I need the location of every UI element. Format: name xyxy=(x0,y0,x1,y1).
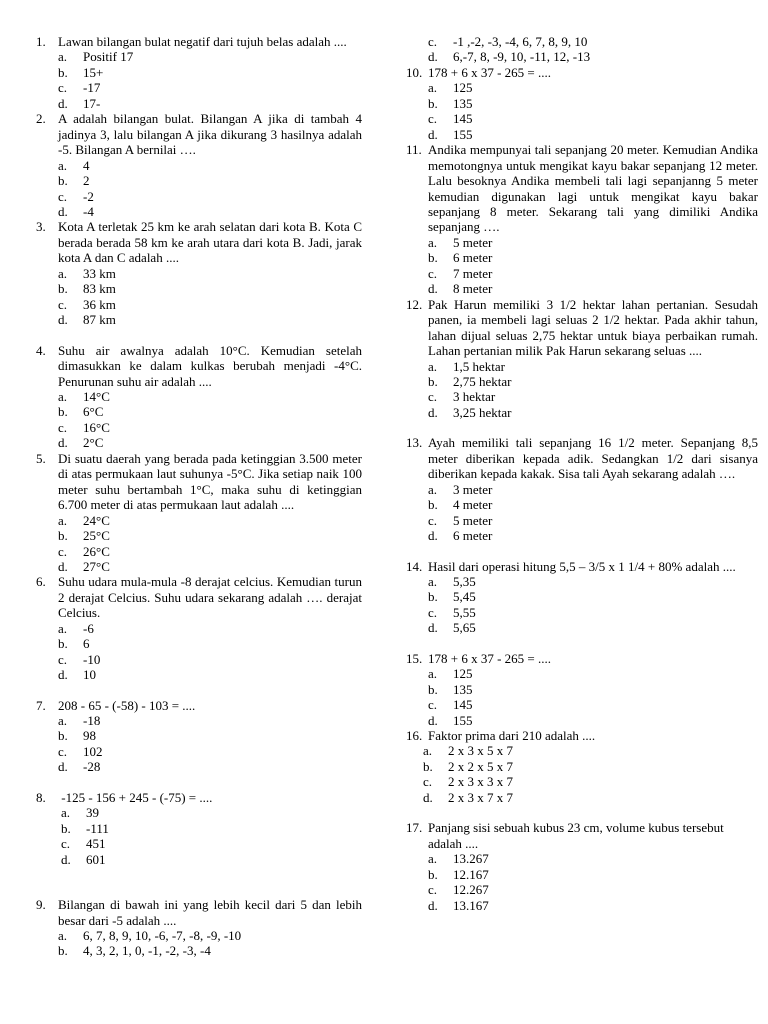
answer-option xyxy=(428,851,758,866)
answer-options xyxy=(58,513,362,575)
question-13 xyxy=(406,435,758,543)
answer-option xyxy=(58,928,362,943)
answer-option xyxy=(58,636,362,651)
question-number: 5. xyxy=(36,450,46,466)
answer-option xyxy=(58,559,362,574)
answer-option xyxy=(428,482,758,497)
answer-option xyxy=(58,943,362,958)
option-letter: b. xyxy=(58,636,68,652)
question-text: Pak Harun memiliki 3 1/2 hektar lahan pertanian. Sesudah panen, ia membeli lagi seluas 2 1/2 hektar. Pada akhir tahun, lahan dijual seluas 2,75 hektar untuk biaya perbaikan rumah. Lahan pertanian milik Pak Harun sekarang seluas .... xyxy=(428,296,758,359)
answer-option xyxy=(423,743,758,758)
answer-option xyxy=(428,574,758,589)
option-letter: c. xyxy=(58,651,68,667)
option-letter: b. xyxy=(58,281,68,297)
question-number: 14. xyxy=(406,558,423,574)
option-letter: a. xyxy=(58,928,68,944)
blank-line xyxy=(406,805,758,820)
answer-option xyxy=(58,667,362,682)
question-12 xyxy=(406,297,758,421)
blank-line xyxy=(36,328,362,343)
question-4 xyxy=(36,343,362,451)
option-letter: b. xyxy=(61,820,71,836)
question-text: Ayah memiliki tali sepanjang 16 1/2 meter. Sepanjang 8,5 meter diberikan kepada adik. Sedangkan 1/2 dari sisanya diberikan kepada kakak. Sisa tali Ayah sekarang adalah …. xyxy=(428,435,758,482)
option-letter: d. xyxy=(428,404,438,420)
answer-option xyxy=(428,235,758,250)
option-letter: a. xyxy=(58,157,68,173)
option-text: 15+ xyxy=(83,64,104,80)
option-text: 5 meter xyxy=(453,234,493,250)
option-text: -2 xyxy=(83,188,94,204)
option-letter: b. xyxy=(428,95,438,111)
option-letter: a. xyxy=(428,358,438,374)
option-text: 36 km xyxy=(83,296,116,312)
option-text: 87 km xyxy=(83,312,116,328)
answer-options xyxy=(423,743,758,805)
option-text: 33 km xyxy=(83,265,116,281)
option-text: 14°C xyxy=(83,388,110,404)
option-letter: a. xyxy=(428,573,438,589)
question-1 xyxy=(36,34,362,111)
option-letter: d. xyxy=(58,312,68,328)
option-text: 451 xyxy=(86,836,106,852)
answer-option xyxy=(428,111,758,126)
answer-option xyxy=(58,652,362,667)
question-number: 8. xyxy=(36,789,46,805)
answer-option xyxy=(58,189,362,204)
answer-option xyxy=(428,589,758,604)
option-letter: b. xyxy=(428,681,438,697)
option-letter: a. xyxy=(428,481,438,497)
option-letter: d. xyxy=(58,558,68,574)
answer-option xyxy=(428,497,758,512)
answer-option xyxy=(58,173,362,188)
answer-option xyxy=(58,744,362,759)
option-text: 4, 3, 2, 1, 0, -1, -2, -3, -4 xyxy=(83,943,211,959)
option-text: 2 x 3 x 5 x 7 xyxy=(448,743,513,759)
option-letter: b. xyxy=(428,866,438,882)
answer-option xyxy=(428,713,758,728)
answer-option xyxy=(428,697,758,712)
answer-option xyxy=(428,266,758,281)
option-letter: c. xyxy=(61,836,71,852)
answer-option xyxy=(58,713,362,728)
answer-options xyxy=(428,482,758,544)
answer-option xyxy=(428,359,758,374)
question-text: 178 + 6 x 37 - 265 = .... xyxy=(428,64,551,80)
option-text: 7 meter xyxy=(453,265,493,281)
question-text: Bilangan di bawah ini yang lebih kecil dari 5 dan lebih besar dari -5 adalah .... xyxy=(58,897,362,928)
option-text: 125 xyxy=(453,666,473,682)
option-text: 17- xyxy=(83,95,101,111)
option-letter: a. xyxy=(58,512,68,528)
option-text: 4 xyxy=(83,157,90,173)
option-text: 5,55 xyxy=(453,604,476,620)
answer-option xyxy=(58,204,362,219)
answer-option xyxy=(428,682,758,697)
option-letter: c. xyxy=(428,265,438,281)
option-text: 2 x 3 x 7 x 7 xyxy=(448,789,513,805)
question-15 xyxy=(406,651,758,728)
answer-option xyxy=(423,759,758,774)
answer-option xyxy=(428,389,758,404)
question-14 xyxy=(406,559,758,636)
question-9-continued-options xyxy=(406,34,758,65)
answer-option xyxy=(58,420,362,435)
option-letter: a. xyxy=(58,388,68,404)
option-letter: a. xyxy=(58,265,68,281)
question-3 xyxy=(36,219,362,327)
option-letter: c. xyxy=(428,512,438,528)
option-text: 155 xyxy=(453,712,473,728)
option-letter: b. xyxy=(428,373,438,389)
answer-option xyxy=(428,666,758,681)
answer-option xyxy=(428,513,758,528)
answer-option xyxy=(58,49,362,64)
answer-option xyxy=(58,544,362,559)
question-2 xyxy=(36,111,362,219)
answer-options xyxy=(428,359,758,421)
option-text: 2 x 2 x 5 x 7 xyxy=(448,758,513,774)
question-17 xyxy=(406,820,758,913)
option-text: -18 xyxy=(83,713,101,729)
option-text: 5,45 xyxy=(453,589,476,605)
answer-option xyxy=(58,80,362,95)
option-letter: c. xyxy=(423,774,433,790)
option-letter: d. xyxy=(58,667,68,683)
question-text: A adalah bilangan bulat. Bilangan A jika di tambah 4 jadinya 3, lalu bilangan A jika dikurang 3 hasilnya adalah -5. Bilangan A bernilai …. xyxy=(58,111,362,158)
option-text: 12.267 xyxy=(453,882,489,898)
question-number: 11. xyxy=(406,142,422,158)
option-text: 155 xyxy=(453,126,473,142)
option-text: 13.167 xyxy=(453,897,489,913)
question-text: Faktor prima dari 210 adalah .... xyxy=(428,728,596,744)
blank-line xyxy=(36,683,362,698)
option-text: 102 xyxy=(83,743,103,759)
option-letter: c. xyxy=(428,882,438,898)
option-text: 6 xyxy=(83,636,90,652)
option-letter: d. xyxy=(428,126,438,142)
answer-option xyxy=(428,80,758,95)
blank-line xyxy=(36,882,362,897)
option-text: 5,35 xyxy=(453,573,476,589)
option-text: -4 xyxy=(83,203,94,219)
option-letter: a. xyxy=(58,713,68,729)
answer-option xyxy=(58,728,362,743)
option-text: 2 xyxy=(83,173,90,189)
option-text: 3,25 hektar xyxy=(453,404,512,420)
option-text: 135 xyxy=(453,681,473,697)
answer-option xyxy=(58,158,362,173)
option-text: 2,75 hektar xyxy=(453,373,512,389)
option-letter: a. xyxy=(58,49,68,65)
question-5 xyxy=(36,451,362,575)
option-text: 5 meter xyxy=(453,512,493,528)
option-letter: a. xyxy=(61,805,71,821)
option-text: 6,-7, 8, -9, 10, -11, 12, -13 xyxy=(453,49,591,65)
option-letter: c. xyxy=(58,419,68,435)
question-8 xyxy=(36,790,362,867)
option-text: 601 xyxy=(86,851,106,867)
answer-option xyxy=(58,96,362,111)
answer-options xyxy=(58,389,362,451)
question-text: Hasil dari operasi hitung 5,5 – 3/5 x 1 1/4 + 80% adalah .... xyxy=(428,558,736,574)
left-column xyxy=(36,34,362,959)
answer-option xyxy=(428,281,758,296)
answer-options xyxy=(58,713,362,775)
question-9 xyxy=(36,897,362,959)
answer-option xyxy=(58,312,362,327)
option-letter: a. xyxy=(428,80,438,96)
option-letter: c. xyxy=(428,34,438,49)
option-text: -28 xyxy=(83,759,101,775)
option-letter: b. xyxy=(58,173,68,189)
answer-option xyxy=(428,127,758,142)
option-text: 10 xyxy=(83,667,96,683)
answer-option xyxy=(423,790,758,805)
answer-option xyxy=(61,836,362,851)
answer-option xyxy=(428,49,758,64)
option-text: 39 xyxy=(86,805,99,821)
option-letter: b. xyxy=(428,250,438,266)
question-text: Panjang sisi sebuah kubus 23 cm, volume kubus tersebut adalah .... xyxy=(428,820,724,851)
option-letter: c. xyxy=(58,296,68,312)
option-text: 2°C xyxy=(83,435,104,451)
answer-option xyxy=(61,852,362,867)
blank-line xyxy=(406,420,758,435)
option-letter: b. xyxy=(58,943,68,959)
option-text: 2 x 3 x 3 x 7 xyxy=(448,774,513,790)
question-number: 17. xyxy=(406,820,423,836)
question-7 xyxy=(36,698,362,775)
option-letter: d. xyxy=(423,789,433,805)
answer-option xyxy=(58,404,362,419)
option-letter: c. xyxy=(428,389,438,405)
answer-options xyxy=(428,851,758,913)
answer-options xyxy=(61,805,362,867)
option-letter: a. xyxy=(428,666,438,682)
option-letter: a. xyxy=(428,851,438,867)
option-letter: a. xyxy=(58,620,68,636)
answer-option xyxy=(61,821,362,836)
question-number: 3. xyxy=(36,219,46,235)
question-text: Andika mempunyai tali sepanjang 20 meter. Kemudian Andika memotongnya untuk mengikat kayu bakar sepanjang 12 meter. Lalu besoknya Andika membeli tali lagi sepanjanng 5 meter kemudian digunakan lagi untuk mengikat kayu bakar sepanjang 8 meter. Sekarang tali yang dimiliki Andika sepanjang …. xyxy=(428,142,758,235)
question-text: Kota A terletak 25 km ke arah selatan dari kota B. Kota C berada berada 58 km ke arah utara dari kota B. Jadi, jarak kota A dan C adalah .... xyxy=(58,219,362,266)
option-text: 6, 7, 8, 9, 10, -6, -7, -8, -9, -10 xyxy=(83,928,242,944)
answer-option xyxy=(428,250,758,265)
question-6 xyxy=(36,574,362,682)
option-letter: d. xyxy=(428,712,438,728)
option-letter: d. xyxy=(58,759,68,775)
question-number: 2. xyxy=(36,111,46,127)
option-letter: b. xyxy=(58,528,68,544)
option-letter: d. xyxy=(58,95,68,111)
answer-option xyxy=(58,65,362,80)
option-letter: a. xyxy=(428,234,438,250)
question-10 xyxy=(406,65,758,142)
option-text: 98 xyxy=(83,728,96,744)
answer-option xyxy=(428,374,758,389)
option-text: -10 xyxy=(83,651,101,667)
option-text: 16°C xyxy=(83,419,110,435)
option-text: 6°C xyxy=(83,404,104,420)
option-text: 12.167 xyxy=(453,866,489,882)
answer-option xyxy=(58,759,362,774)
question-text: 208 - 65 - (-58) - 103 = .... xyxy=(58,697,196,713)
option-letter: c. xyxy=(428,111,438,127)
option-letter: c. xyxy=(428,697,438,713)
question-text: -125 - 156 + 245 - (-75) = .... xyxy=(58,789,213,805)
option-letter: c. xyxy=(58,743,68,759)
answer-option xyxy=(428,405,758,420)
option-letter: d. xyxy=(61,851,71,867)
option-letter: c. xyxy=(58,188,68,204)
option-letter: d. xyxy=(428,281,438,297)
question-number: 1. xyxy=(36,34,46,49)
option-text: Positif 17 xyxy=(83,49,134,65)
answer-options xyxy=(58,621,362,683)
option-text: 13.267 xyxy=(453,851,489,867)
option-letter: d. xyxy=(428,528,438,544)
option-letter: b. xyxy=(428,497,438,513)
question-number: 15. xyxy=(406,650,423,666)
answer-options xyxy=(428,80,758,142)
option-text: 3 hektar xyxy=(453,389,496,405)
option-text: 1,5 hektar xyxy=(453,358,505,374)
option-text: 125 xyxy=(453,80,473,96)
option-text: 8 meter xyxy=(453,281,493,297)
answer-option xyxy=(58,513,362,528)
answer-option xyxy=(58,435,362,450)
answer-option xyxy=(428,898,758,913)
question-16 xyxy=(406,728,758,805)
option-text: 5,65 xyxy=(453,620,476,636)
option-letter: b. xyxy=(428,589,438,605)
option-letter: b. xyxy=(58,728,68,744)
question-text: Suhu air awalnya adalah 10°C. Kemudian setelah dimasukkan ke dalam kulkas berubah menjadi -4°C. Penurunan suhu air adalah .... xyxy=(58,342,362,389)
answer-options xyxy=(58,266,362,328)
answer-options xyxy=(58,158,362,220)
answer-option xyxy=(58,528,362,543)
question-text: 178 + 6 x 37 - 265 = .... xyxy=(428,650,551,666)
option-text: -111 xyxy=(86,820,109,836)
option-letter: d. xyxy=(428,897,438,913)
answer-options xyxy=(58,49,362,111)
option-letter: b. xyxy=(58,64,68,80)
option-letter: c. xyxy=(58,80,68,96)
answer-option xyxy=(428,605,758,620)
answer-option xyxy=(428,96,758,111)
right-column xyxy=(406,34,758,913)
option-letter: c. xyxy=(58,543,68,559)
option-text: 24°C xyxy=(83,512,110,528)
option-text: 27°C xyxy=(83,558,110,574)
question-number: 6. xyxy=(36,574,46,590)
answer-option xyxy=(58,281,362,296)
blank-line xyxy=(36,867,362,882)
question-11 xyxy=(406,142,758,297)
question-text: Di suatu daerah yang berada pada ketinggian 3.500 meter di atas permukaan laut suhunya -5°C. Jika setiap naik 100 meter suhu bertambah 1°C, maka suhu di ketinggian 6.700 meter di atas permukaan laut adalah .... xyxy=(58,450,362,513)
option-text: 145 xyxy=(453,111,473,127)
question-number: 7. xyxy=(36,697,46,713)
option-letter: c. xyxy=(428,604,438,620)
answer-option xyxy=(58,389,362,404)
blank-line xyxy=(36,775,362,790)
question-number: 12. xyxy=(406,296,423,312)
answer-option xyxy=(428,34,758,49)
answer-option xyxy=(428,867,758,882)
answer-option xyxy=(61,805,362,820)
option-text: -17 xyxy=(83,80,101,96)
option-text: -6 xyxy=(83,620,94,636)
question-number: 16. xyxy=(406,728,423,744)
answer-options xyxy=(428,666,758,728)
question-text: Lawan bilangan bulat negatif dari tujuh belas adalah .... xyxy=(58,34,347,49)
question-number: 10. xyxy=(406,64,423,80)
option-letter: b. xyxy=(423,758,433,774)
question-number: 9. xyxy=(36,897,46,913)
option-text: 6 meter xyxy=(453,250,493,266)
option-text: 135 xyxy=(453,95,473,111)
option-text: 6 meter xyxy=(453,528,493,544)
option-letter: d. xyxy=(58,435,68,451)
option-text: 145 xyxy=(453,697,473,713)
answer-option xyxy=(428,620,758,635)
answer-option xyxy=(423,774,758,789)
blank-line xyxy=(406,544,758,559)
question-number: 13. xyxy=(406,435,423,451)
option-text: 3 meter xyxy=(453,481,493,497)
option-letter: d. xyxy=(428,620,438,636)
question-text: Suhu udara mula-mula -8 derajat celcius. Kemudian turun 2 derajat Celcius. Suhu udara sekarang adalah …. derajat Celcius. xyxy=(58,574,362,621)
answer-option xyxy=(58,266,362,281)
option-text: 25°C xyxy=(83,528,110,544)
option-letter: b. xyxy=(58,404,68,420)
answer-options xyxy=(428,235,758,297)
option-text: 4 meter xyxy=(453,497,493,513)
answer-option xyxy=(428,882,758,897)
answer-options xyxy=(58,928,362,959)
option-text: 26°C xyxy=(83,543,110,559)
option-text: 83 km xyxy=(83,281,116,297)
answer-option xyxy=(58,297,362,312)
option-letter: d. xyxy=(428,49,438,65)
option-letter: a. xyxy=(423,743,433,759)
option-text: -1 ,-2, -3, -4, 6, 7, 8, 9, 10 xyxy=(453,34,588,49)
blank-line xyxy=(406,636,758,651)
question-number: 4. xyxy=(36,342,46,358)
answer-option xyxy=(428,528,758,543)
answer-options xyxy=(428,574,758,636)
answer-option xyxy=(58,621,362,636)
option-letter: d. xyxy=(58,203,68,219)
